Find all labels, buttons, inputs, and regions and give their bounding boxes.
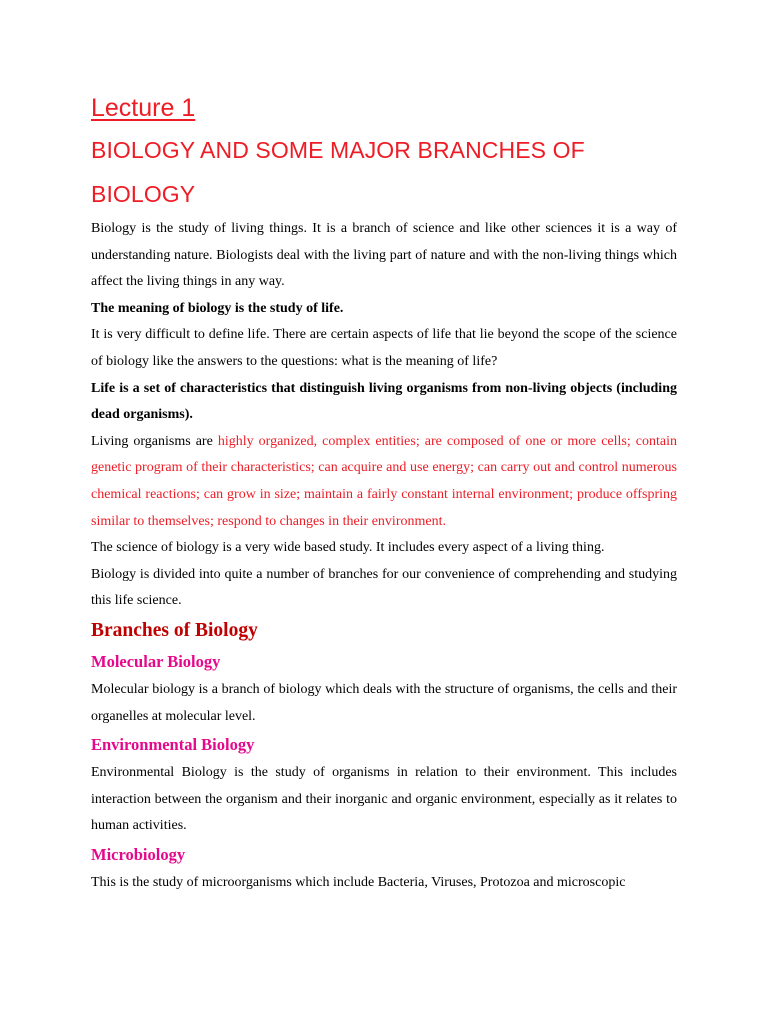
- lecture-heading: Lecture 1: [91, 94, 196, 122]
- environmental-biology-text: Environmental Biology is the study of organisms in relation to their environment. This includes interaction between the organism and their inorganic and organic environment, especially as it relates to human activities.: [91, 765, 677, 834]
- paragraph-branches-intro: Biology is divided into quite a number of branches for our convenience of comprehending and studying this life science.: [91, 566, 677, 609]
- paragraph-meaning: The meaning of biology is the study of life.: [91, 300, 344, 316]
- microbiology-heading: Microbiology: [91, 844, 186, 864]
- paragraph-intro: Biology is the study of living things. It is a branch of science and like other sciences it is a way of understanding nature. Biologists deal with the living part of nature and with the non-living things which affect the living things in any way.: [91, 221, 677, 290]
- molecular-biology-text: Molecular biology is a branch of biology which deals with the structure of organisms, the cells and their organelles at molecular level.: [91, 681, 677, 724]
- document-title-line-2: BIOLOGY: [91, 181, 196, 207]
- document-page: [91, 88, 677, 896]
- branches-heading: Branches of Biology: [91, 619, 258, 641]
- paragraph-life-definition: Life is a set of characteristics that distinguish living organisms from non-living objects (including dead organisms).: [91, 380, 677, 423]
- molecular-biology-heading: Molecular Biology: [91, 651, 221, 671]
- document-title-line-1: BIOLOGY AND SOME MAJOR BRANCHES OF: [91, 137, 585, 163]
- paragraph-wide-study: The science of biology is a very wide based study. It includes every aspect of a living thing.: [91, 540, 605, 556]
- paragraph-living-organisms: [91, 429, 677, 535]
- environmental-biology-heading: Environmental Biology: [91, 735, 255, 755]
- microbiology-text: This is the study of microorganisms which include Bacteria, Viruses, Protozoa and microscopic: [91, 874, 626, 890]
- living-organisms-characteristics: highly organized, complex entities; are composed of one or more cells; contain genetic program of their characteristics; can acquire and use energy; can carry out and control numerous chemical reactions; can grow in size; maintain a fairly constant internal environment; produce offspring similar to themselves; respond to changes in their environment.: [91, 433, 677, 529]
- paragraph-define-life: It is very difficult to define life. There are certain aspects of life that lie beyond the scope of the science of biology like the answers to the questions: what is the meaning of life?: [91, 327, 677, 369]
- living-organisms-lead: Living organisms are: [91, 433, 218, 449]
